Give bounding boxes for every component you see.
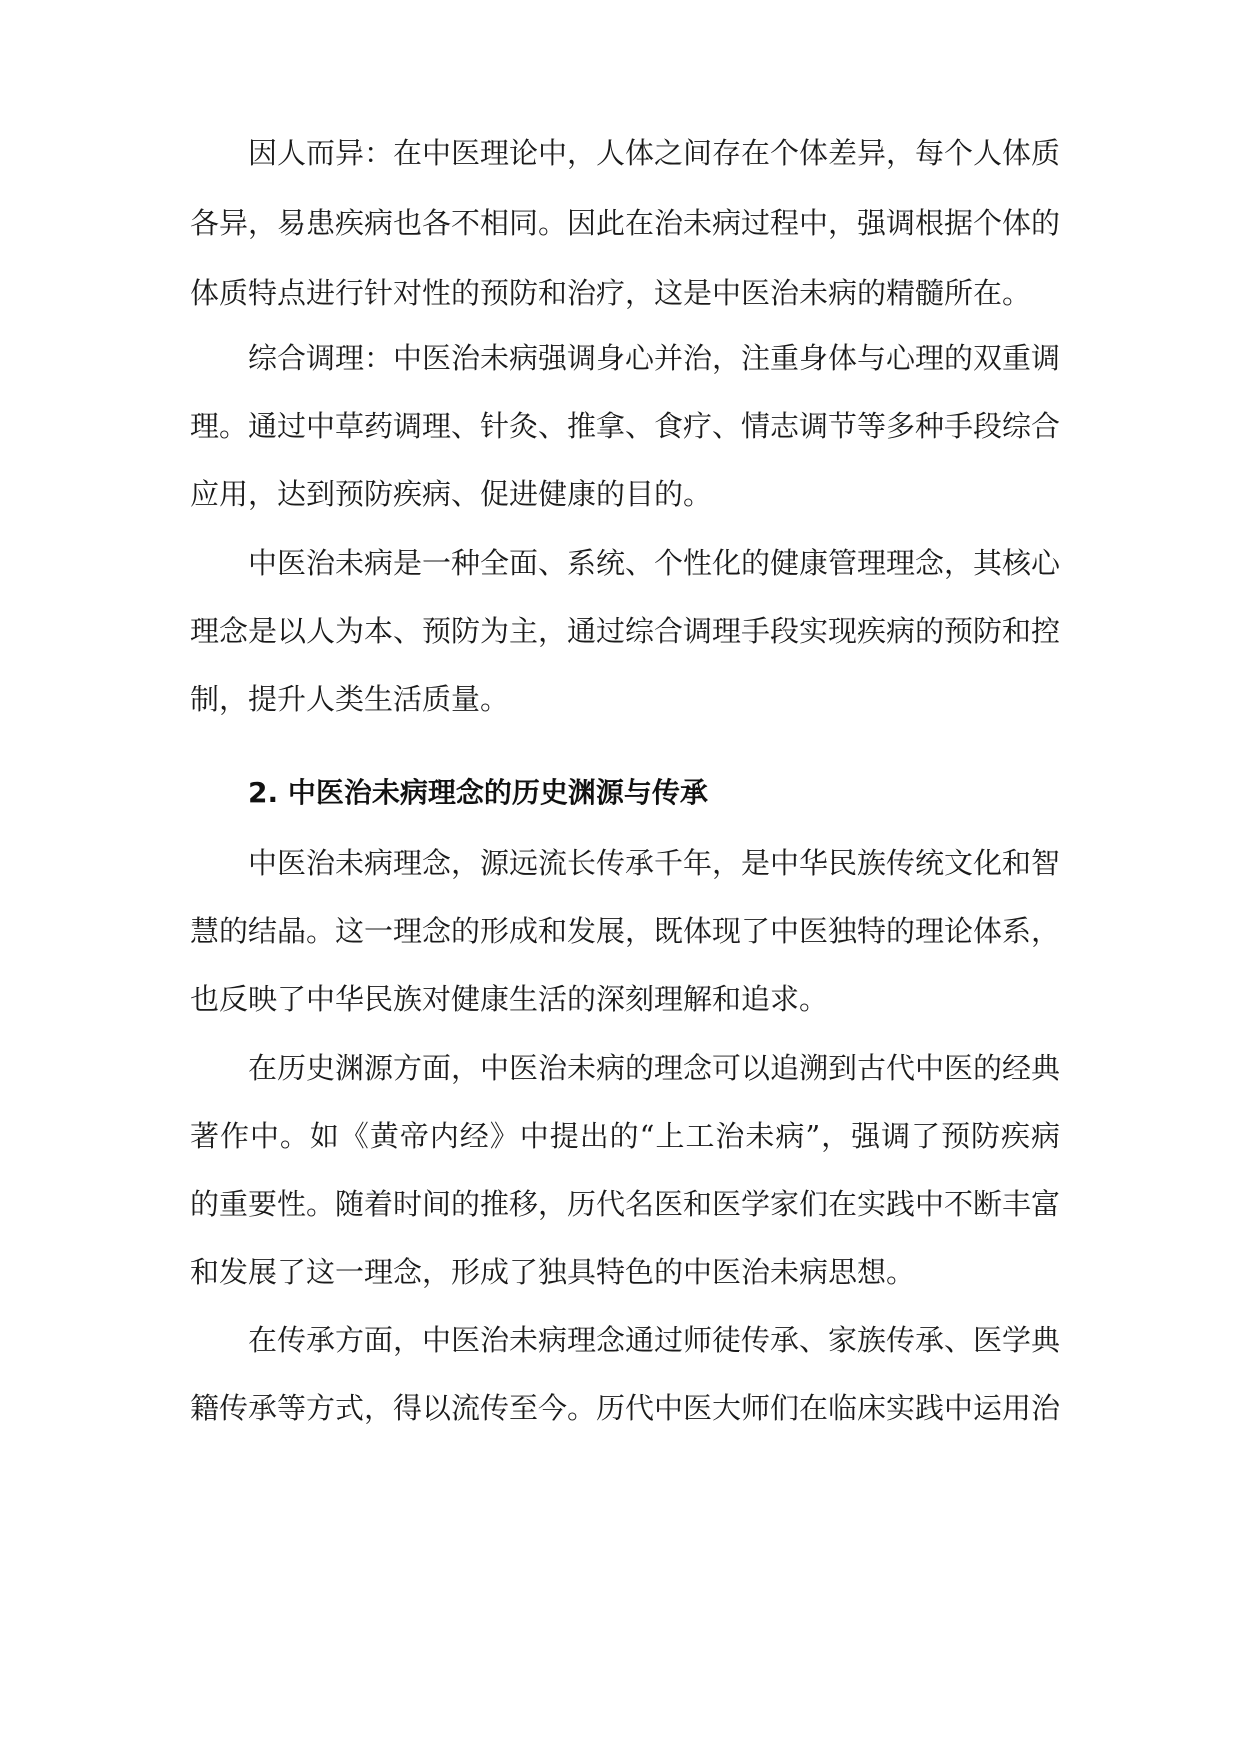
paragraph-3-line-3: 制，提升人类生活质量。 <box>190 682 510 716</box>
paragraph-5-line-4: 和发展了这一理念，形成了独具特色的中医治未病思想。 <box>190 1255 916 1289</box>
paragraph-1-line-1: 因人而异：在中医理论中，人体之间存在个体差异，每个人体质 <box>248 136 1061 170</box>
paragraph-2-line-1: 综合调理：中医治未病强调身心并治，注重身体与心理的双重调 <box>248 341 1061 375</box>
paragraph-4-line-2: 慧的结晶。这一理念的形成和发展，既体现了中医独特的理论体系， <box>190 914 1061 948</box>
paragraph-5-line-3: 的重要性。随着时间的推移，历代名医和医学家们在实践中不断丰富 <box>190 1187 1061 1221</box>
paragraph-1-line-2: 各异，易患疾病也各不相同。因此在治未病过程中，强调根据个体的 <box>190 206 1061 240</box>
paragraph-4-line-3: 也反映了中华民族对健康生活的深刻理解和追求。 <box>190 982 829 1016</box>
paragraph-4-line-1: 中医治未病理念，源远流长传承千年，是中华民族传统文化和智 <box>248 846 1061 880</box>
paragraph-3-line-2: 理念是以人为本、预防为主，通过综合调理手段实现疾病的预防和控 <box>190 614 1061 648</box>
paragraph-5-line-1: 在历史渊源方面，中医治未病的理念可以追溯到古代中医的经典 <box>248 1051 1061 1085</box>
paragraph-3-line-1: 中医治未病是一种全面、系统、个性化的健康管理理念，其核心 <box>248 546 1061 580</box>
paragraph-2-line-2: 理。通过中草药调理、针灸、推拿、食疗、情志调节等多种手段综合 <box>190 409 1061 443</box>
paragraph-6-line-1: 在传承方面，中医治未病理念通过师徒传承、家族传承、医学典 <box>248 1323 1061 1357</box>
paragraph-5-line-2: 著作中。如《黄帝内经》中提出的“上工治未病”，强调了预防疾病 <box>190 1119 1060 1153</box>
paragraph-6-line-2: 籍传承等方式，得以流传至今。历代中医大师们在临床实践中运用治 <box>190 1391 1061 1425</box>
section-heading: 2. 中医治未病理念的历史渊源与传承 <box>248 776 708 809</box>
paragraph-2-line-3: 应用，达到预防疾病、促进健康的目的。 <box>190 477 713 511</box>
paragraph-1-line-3: 体质特点进行针对性的预防和治疗，这是中医治未病的精髓所在。 <box>190 276 1032 310</box>
